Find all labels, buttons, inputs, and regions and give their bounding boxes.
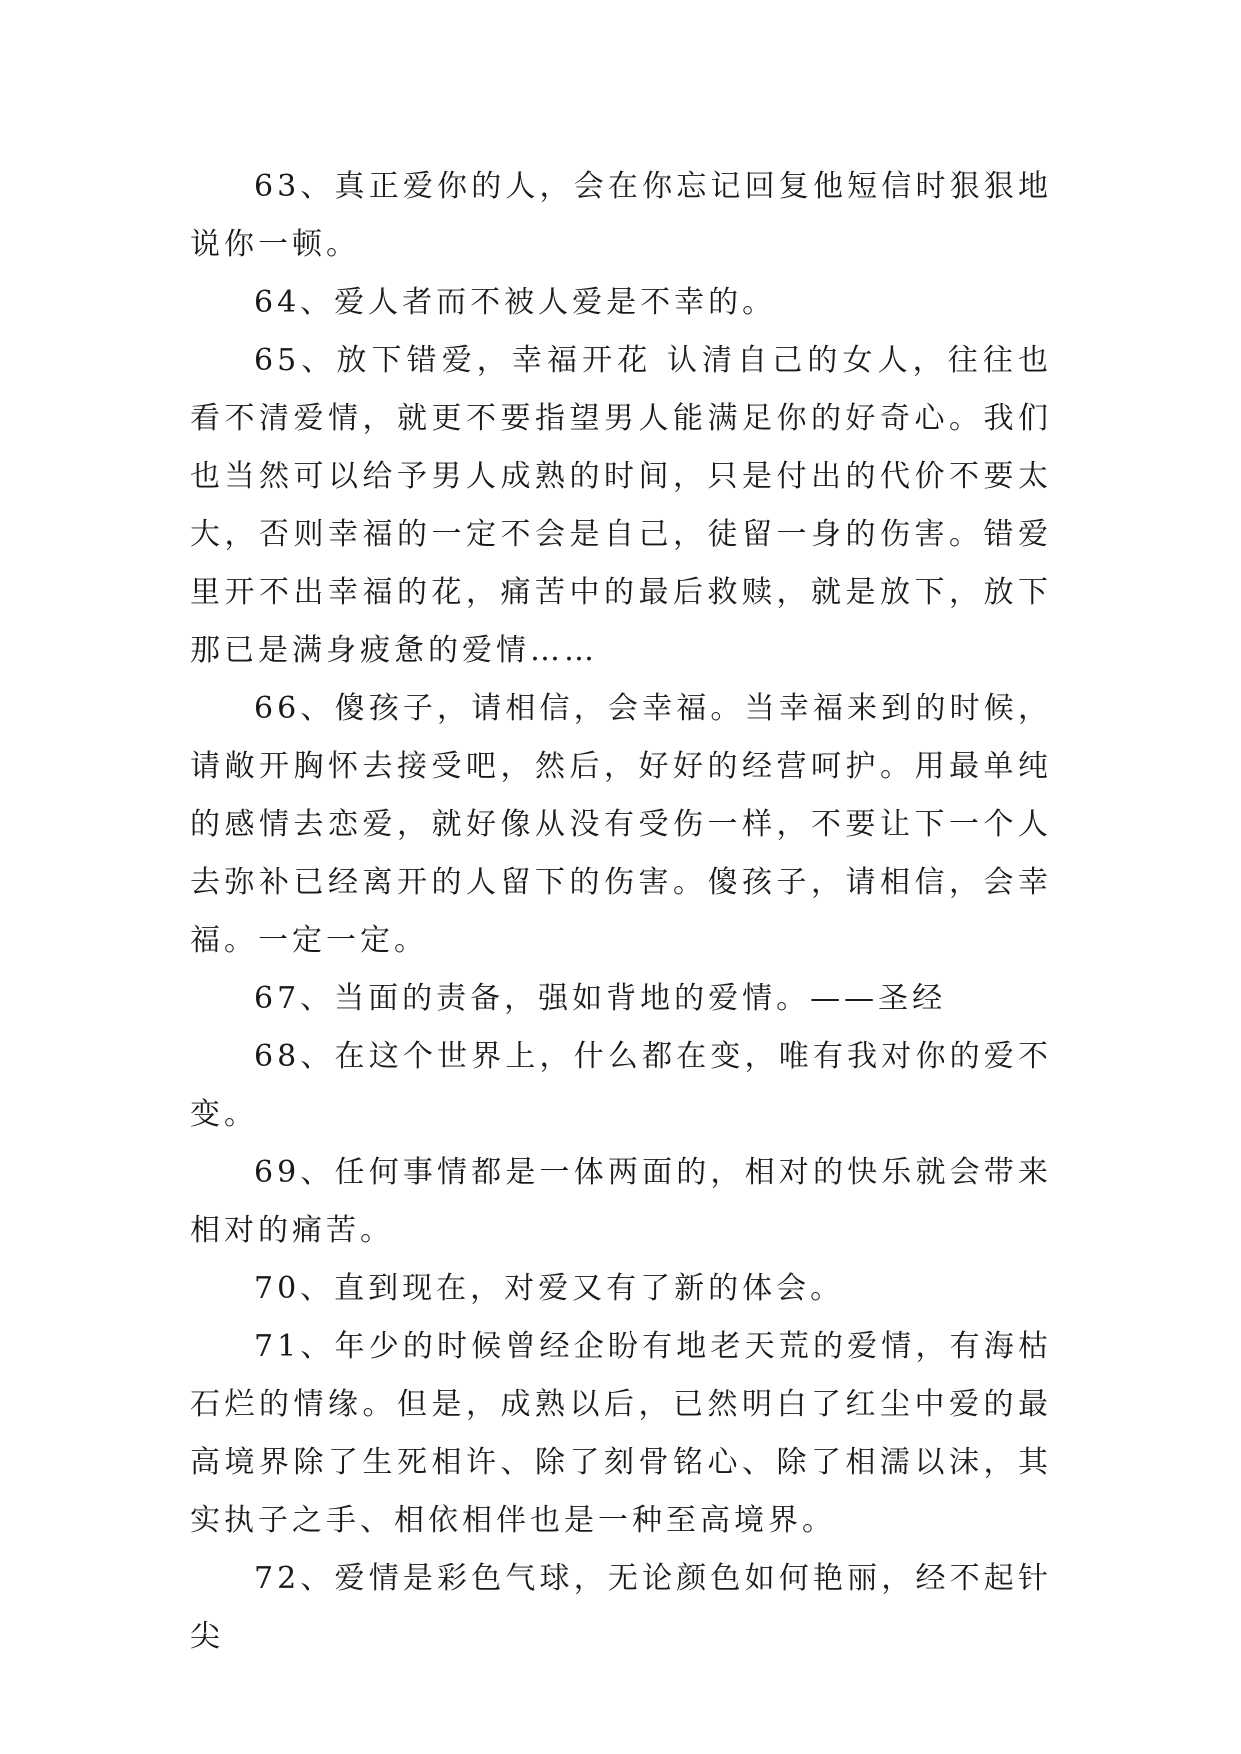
paragraph-67: 67、当面的责备，强如背地的爱情。——圣经 xyxy=(254,981,947,1016)
paragraph-69: 69、任何事情都是一体两面的，相对的快乐就会带来相对的痛苦。 xyxy=(190,1155,1052,1248)
paragraph-66: 66、傻孩子，请相信，会幸福。当幸福来到的时候，请敞开胸怀去接受吧，然后，好好的经营呵护。用最单纯的感情去恋爱，就好像从没有受伤一样，不要让下一个人去弥补已经离开的人留下的伤害。傻孩子，请相信，会幸福。一定一定。 xyxy=(190,691,1052,958)
paragraph-70: 70、直到现在，对爱又有了新的体会。 xyxy=(254,1271,845,1306)
paragraph-72: 72、爱情是彩色气球，无论颜色如何艳丽，经不起针尖 xyxy=(190,1561,1052,1654)
paragraph-71: 71、年少的时候曾经企盼有地老天荒的爱情，有海枯石烂的情缘。但是，成熟以后，已然明白了红尘中爱的最高境界除了生死相许、除了刻骨铭心、除了相濡以沫，其实执子之手、相依相伴也是一种至高境界。 xyxy=(190,1329,1052,1538)
text-body xyxy=(190,158,1052,1666)
paragraph-65: 65、放下错爱，幸福开花 认清自己的女人，往往也看不清爱情，就更不要指望男人能满足你的好奇心。我们也当然可以给予男人成熟的时间，只是付出的代价不要太大，否则幸福的一定不会是自己，徒留一身的伤害。错爱里开不出幸福的花，痛苦中的最后救赎，就是放下，放下那已是满身疲惫的爱情…… xyxy=(190,343,1052,668)
paragraph-63: 63、真正爱你的人，会在你忘记回复他短信时狠狠地说你一顿。 xyxy=(190,169,1052,262)
paragraph-64: 64、爱人者而不被人爱是不幸的。 xyxy=(254,285,777,320)
paragraph-68: 68、在这个世界上，什么都在变，唯有我对你的爱不变。 xyxy=(190,1039,1052,1132)
